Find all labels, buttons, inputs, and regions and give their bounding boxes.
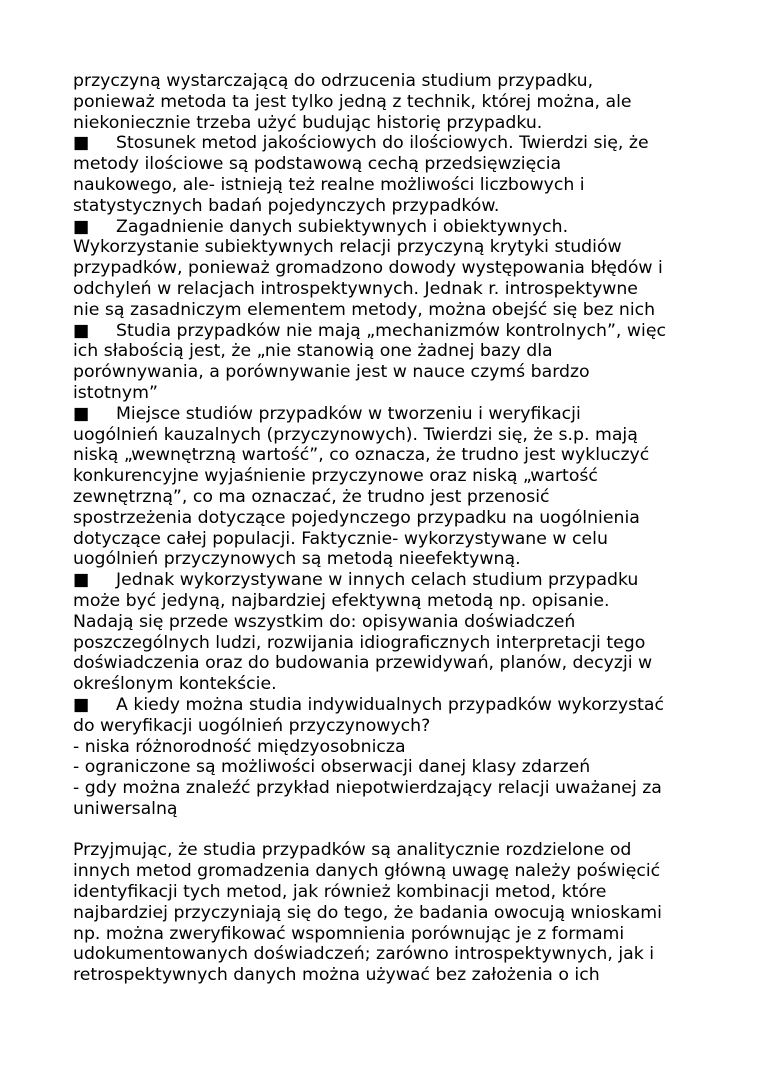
text-line: przyczyną wystarczającą do odrzucenia studium przypadku, <box>73 71 594 91</box>
bullet-item-line <box>73 133 693 154</box>
text-line: uniwersalną <box>73 798 178 819</box>
bullet-icon: ■ <box>73 403 90 424</box>
text-line: poszczególnych ludzi, rozwijania idiograficznych interpretacji tego <box>73 632 646 653</box>
text-line: konkurencyjne wyjaśnienie przyczynowe oraz niską „wartość <box>73 466 598 487</box>
text-line: najbardziej przyczyniają się do tego, że badania owocują wnioskami <box>73 902 662 923</box>
text-line: - gdy można znaleźć przykład niepotwierdzający relacji uważanej za <box>73 778 662 799</box>
text-line: A kiedy można studia indywidualnych przypadków wykorzystać <box>116 694 664 715</box>
text-line: ich słabością jest, że „nie stanowią one żadnej bazy dla <box>73 341 553 362</box>
text-line: niekoniecznie trzeba użyć budując historię przypadku. <box>73 112 543 133</box>
text-line: istotnym” <box>73 382 158 403</box>
bullet-item-line <box>73 321 693 342</box>
text-line: statystycznych badań pojedynczych przypadków. <box>73 195 500 216</box>
text-line: może być jedyną, najbardziej efektywną metodą np. opisanie. <box>73 590 610 611</box>
bullet-icon: ■ <box>73 694 90 715</box>
text-line: uogólnień przyczynowych są metodą nieefektywną. <box>73 549 521 570</box>
text-line: Stosunek metod jakościowych do ilościowych. Twierdzi się, że <box>116 133 649 154</box>
bullet-item-line <box>73 217 693 238</box>
bullet-item-line <box>73 404 693 425</box>
text-line: udokumentowanych doświadczeń; zarówno introspektywnych, jak i <box>73 944 655 965</box>
text-line: Miejsce studiów przypadków w tworzeniu i weryfikacji <box>116 403 581 424</box>
text-line: przypadków, ponieważ gromadzono dowody występowania błędów i <box>73 258 663 279</box>
text-line: retrospektywnych danych można używać bez założenia o ich <box>73 965 600 986</box>
blank-line <box>73 820 693 841</box>
text-line: do weryfikacji uogólnień przyczynowych? <box>73 715 431 736</box>
text-line: np. można zweryfikować wspomnienia porównując je z formami <box>73 923 625 944</box>
text-line: - ograniczone są możliwości obserwacji danej klasy zdarzeń <box>73 757 591 778</box>
text-line: Zagadnienie danych subiektywnych i obiektywnych. <box>116 216 569 237</box>
text-line: naukowego, ale- istnieją też realne możliwości liczbowych i <box>73 174 585 195</box>
text-line: innych metod gromadzenia danych główną uwagę należy poświęcić <box>73 861 661 882</box>
text-line: Jednak wykorzystywane w innych celach studium przypadku <box>116 570 639 591</box>
bullet-item-line <box>73 695 693 716</box>
bullet-item-line <box>73 570 693 591</box>
text-line: określonym kontekście. <box>73 674 277 695</box>
text-line: porównywania, a porównywanie jest w nauce czymś bardzo <box>73 362 590 383</box>
text-line: Nadają się przede wszystkim do: opisywania doświadczeń <box>73 611 576 632</box>
text-line: doświadczenia oraz do budowania przewidywań, planów, decyzji w <box>73 653 653 674</box>
text-line: spostrzeżenia dotyczące pojedynczego przypadku na uogólnienia <box>73 507 640 528</box>
text-line: Przyjmując, że studia przypadków są analitycznie rozdzielone od <box>73 840 632 861</box>
bullet-icon: ■ <box>73 320 90 341</box>
text-line: metody ilościowe są podstawową cechą przedsięwzięcia <box>73 154 562 175</box>
text-line: dotyczące całej populacji. Faktycznie- wykorzystywane w celu <box>73 528 608 549</box>
text-line: nie są zasadniczym elementem metody, można obejść się bez nich <box>73 299 656 320</box>
text-line: uogólnień kauzalnych (przyczynowych). Twierdzi się, że s.p. mają <box>73 424 638 445</box>
document-body <box>73 71 693 986</box>
bullet-icon: ■ <box>73 133 90 154</box>
text-line: odchyleń w relacjach introspektywnych. Jednak r. introspektywne <box>73 278 638 299</box>
text-line: zewnętrzną”, co ma oznaczać, że trudno jest przenosić <box>73 486 550 507</box>
bullet-icon: ■ <box>73 216 90 237</box>
text-line: identyfikacji tych metod, jak również kombinacji metod, które <box>73 882 607 903</box>
text-line: ponieważ metoda ta jest tylko jedną z technik, której można, ale <box>73 91 632 112</box>
text-line: Studia przypadków nie mają „mechanizmów kontrolnych”, więc <box>116 320 666 341</box>
text-line: Wykorzystanie subiektywnych relacji przyczyną krytyki studiów <box>73 237 622 258</box>
text-line: niską „wewnętrzną wartość”, co oznacza, że trudno jest wykluczyć <box>73 445 650 466</box>
bullet-icon: ■ <box>73 570 90 591</box>
text-line: - niska różnorodność międzyosobnicza <box>73 736 406 757</box>
